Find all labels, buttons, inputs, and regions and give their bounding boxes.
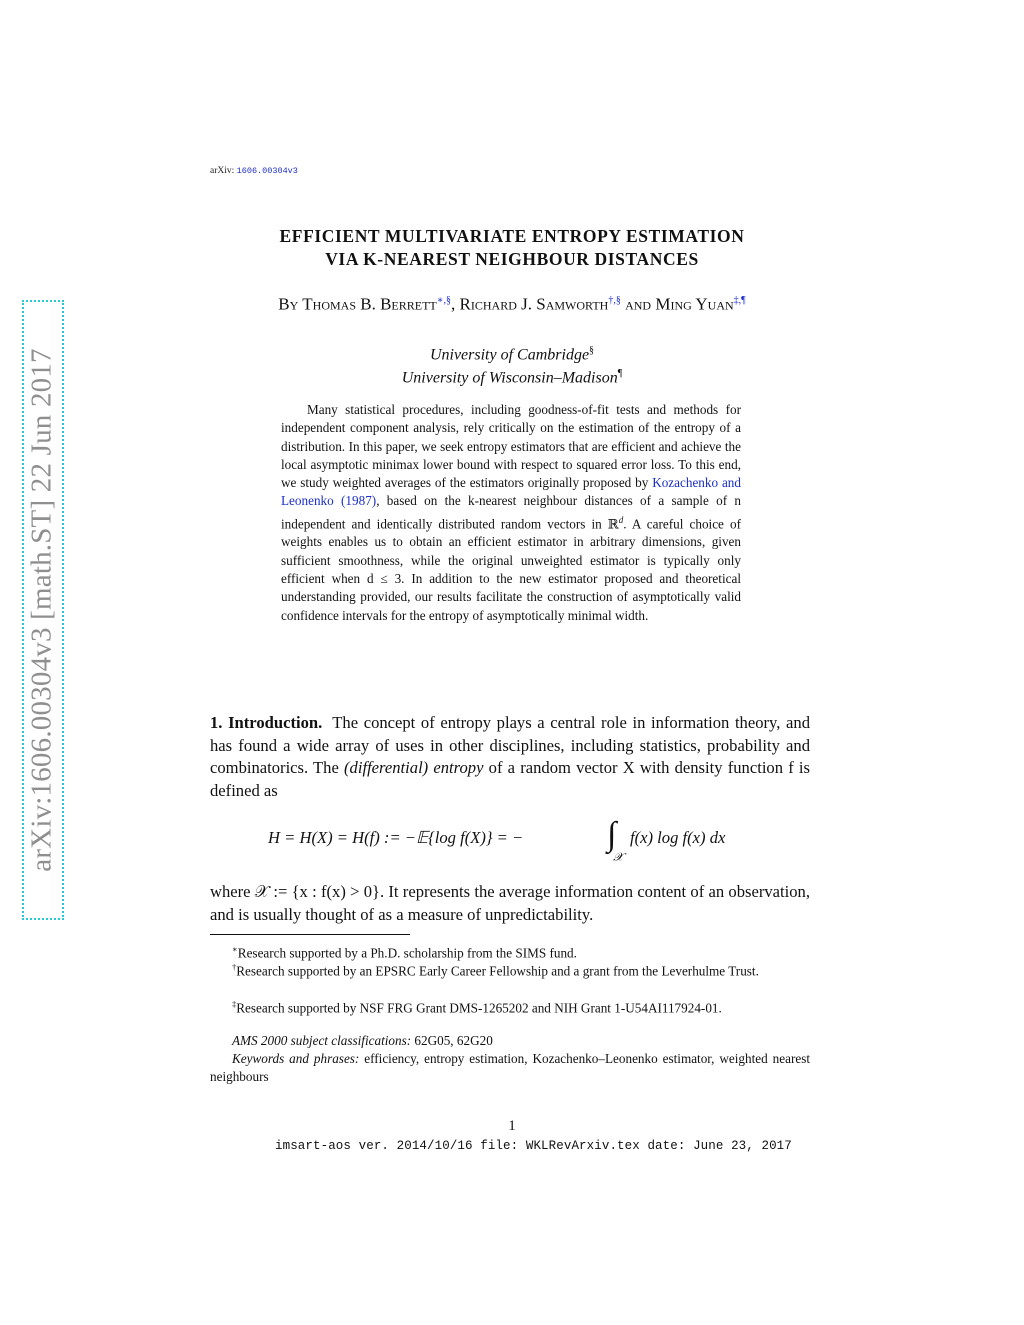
affiliation-cambridge-text: University of Cambridge	[429, 346, 590, 364]
paper-title	[205, 225, 819, 271]
author-samworth: Richard J. Samworth	[459, 294, 609, 314]
keywords-label: Keywords and phrases:	[232, 1051, 360, 1066]
page-number: 1	[508, 1118, 516, 1134]
footnote-1-text: Research supported by a Ph.D. scholarship from the SIMS fund.	[237, 945, 577, 961]
author-berrett: Thomas B. Berrett	[302, 294, 437, 314]
affiliation-wisconsin-text: University of Wisconsin–Madison	[401, 369, 618, 387]
intro-emphasis: (differential) entropy	[344, 758, 484, 778]
abstract-part-3: . A careful choice of weights enables us to obtain an efficient estimator in arbitrary dimensions, given sufficient smoothness, while the original unweighted estimator is typically only efficient when d ≤ 3. In addition to the new estimator proposed and theoretical understanding provided, our results facilitate the construction of asymptotically valid confidence intervals for the entropy of asymptotically minimal width.	[281, 516, 741, 623]
ams-classifications	[210, 1032, 810, 1050]
integral-sign: ∫	[607, 816, 617, 853]
document-footer: imsart-aos ver. 2014/10/16 file: WKLRevArxiv.tex date: June 23, 2017	[275, 1139, 792, 1153]
footnote-3	[210, 995, 810, 1018]
introduction-paragraph	[210, 712, 810, 802]
title-line-1: EFFICIENT MULTIVARIATE ENTROPY ESTIMATION	[279, 226, 745, 246]
affiliation-wisconsin	[205, 368, 819, 387]
citation-kozachenko-leonenko[interactable]: Kozachenko and Leonenko (1987)	[281, 475, 741, 509]
arxiv-side-stamp[interactable]: arXiv:1606.00304v3 [math.ST] 22 Jun 2017	[25, 348, 58, 872]
entropy-equation	[210, 816, 810, 866]
arxiv-id-link[interactable]: 1606.00304v3	[236, 166, 298, 176]
footnote-2-mark: †	[232, 962, 237, 972]
keywords-text: efficiency, entropy estimation, Kozachenko–Leonenko estimator, weighted nearest neighbours	[210, 1051, 811, 1085]
footnote-1-mark: ∗	[232, 944, 238, 954]
footnote-2	[210, 958, 810, 981]
author-berrett-marks[interactable]: ∗,§	[436, 295, 452, 306]
arxiv-header	[210, 166, 298, 176]
abstract-superscript-d: d	[618, 514, 624, 525]
by-word: By	[278, 294, 299, 314]
integral-domain: 𝒳	[613, 850, 624, 864]
abstract	[281, 401, 741, 625]
intro-text-1: The concept of entropy plays a central role in information theory, and has found a wide array of uses in other disciplines, including statistics, probability and combinatorics. The	[210, 713, 810, 778]
author-yuan-marks[interactable]: ‡,¶	[733, 295, 746, 306]
title-line-2: VIA K-NEAREST NEIGHBOUR DISTANCES	[325, 249, 699, 269]
intro-text-2: of a random vector X with density function f is defined as	[210, 758, 810, 800]
affiliation-wisconsin-mark: ¶	[617, 368, 623, 379]
post-equation-paragraph: where 𝒳 := {x : f(x) > 0}. It represents the average information content of an observation, and is usually thought of as a measure of unpredictability.	[210, 882, 810, 924]
author-yuan: Ming Yuan	[655, 294, 734, 314]
footnote-2-text: Research supported by an EPSRC Early Career Fellowship and a grant from the Leverhulme Trust.	[236, 963, 759, 979]
affiliation-cambridge	[205, 345, 819, 364]
footnote-rule	[210, 934, 410, 935]
equation-rhs: f(x) log f(x) dx	[630, 828, 726, 847]
affiliation-cambridge-mark: §	[589, 345, 595, 356]
keywords	[210, 1050, 810, 1087]
arxiv-prefix: arXiv:	[210, 166, 235, 176]
section-heading-introduction: 1. Introduction.	[210, 713, 323, 732]
ams-codes: 62G05, 62G20	[411, 1033, 493, 1048]
abstract-part-2: , based on the k-nearest neighbour distances of a sample of n independent and identically distributed random vectors in ℝ	[281, 493, 741, 532]
author-samworth-marks[interactable]: †,§	[608, 295, 621, 306]
footnote-3-text: Research supported by NSF FRG Grant DMS-1265202 and NIH Grant 1-U54AI117924-01.	[236, 1000, 722, 1016]
footnote-3-mark: ‡	[232, 999, 237, 1009]
and-word: and	[625, 294, 652, 314]
ams-label: AMS 2000 subject classifications:	[232, 1033, 412, 1048]
author-list: By Thomas B. Berrett∗,§, Richard J. Samworth†,§ and Ming Yuan‡,¶	[278, 294, 746, 314]
abstract-part-1: Many statistical procedures, including goodness-of-fit tests and methods for independent component analysis, rely critically on the estimation of the entropy of a distribution. In this paper, we seek entropy estimators that are efficient and achieve the local asymptotic minimax lower bound with respect to squared error loss. To this end, we study weighted averages of the estimators originally proposed by	[281, 402, 741, 491]
equation-lhs: H = H(X) = H(f) := −𝔼{log f(X)} = −	[268, 828, 524, 847]
